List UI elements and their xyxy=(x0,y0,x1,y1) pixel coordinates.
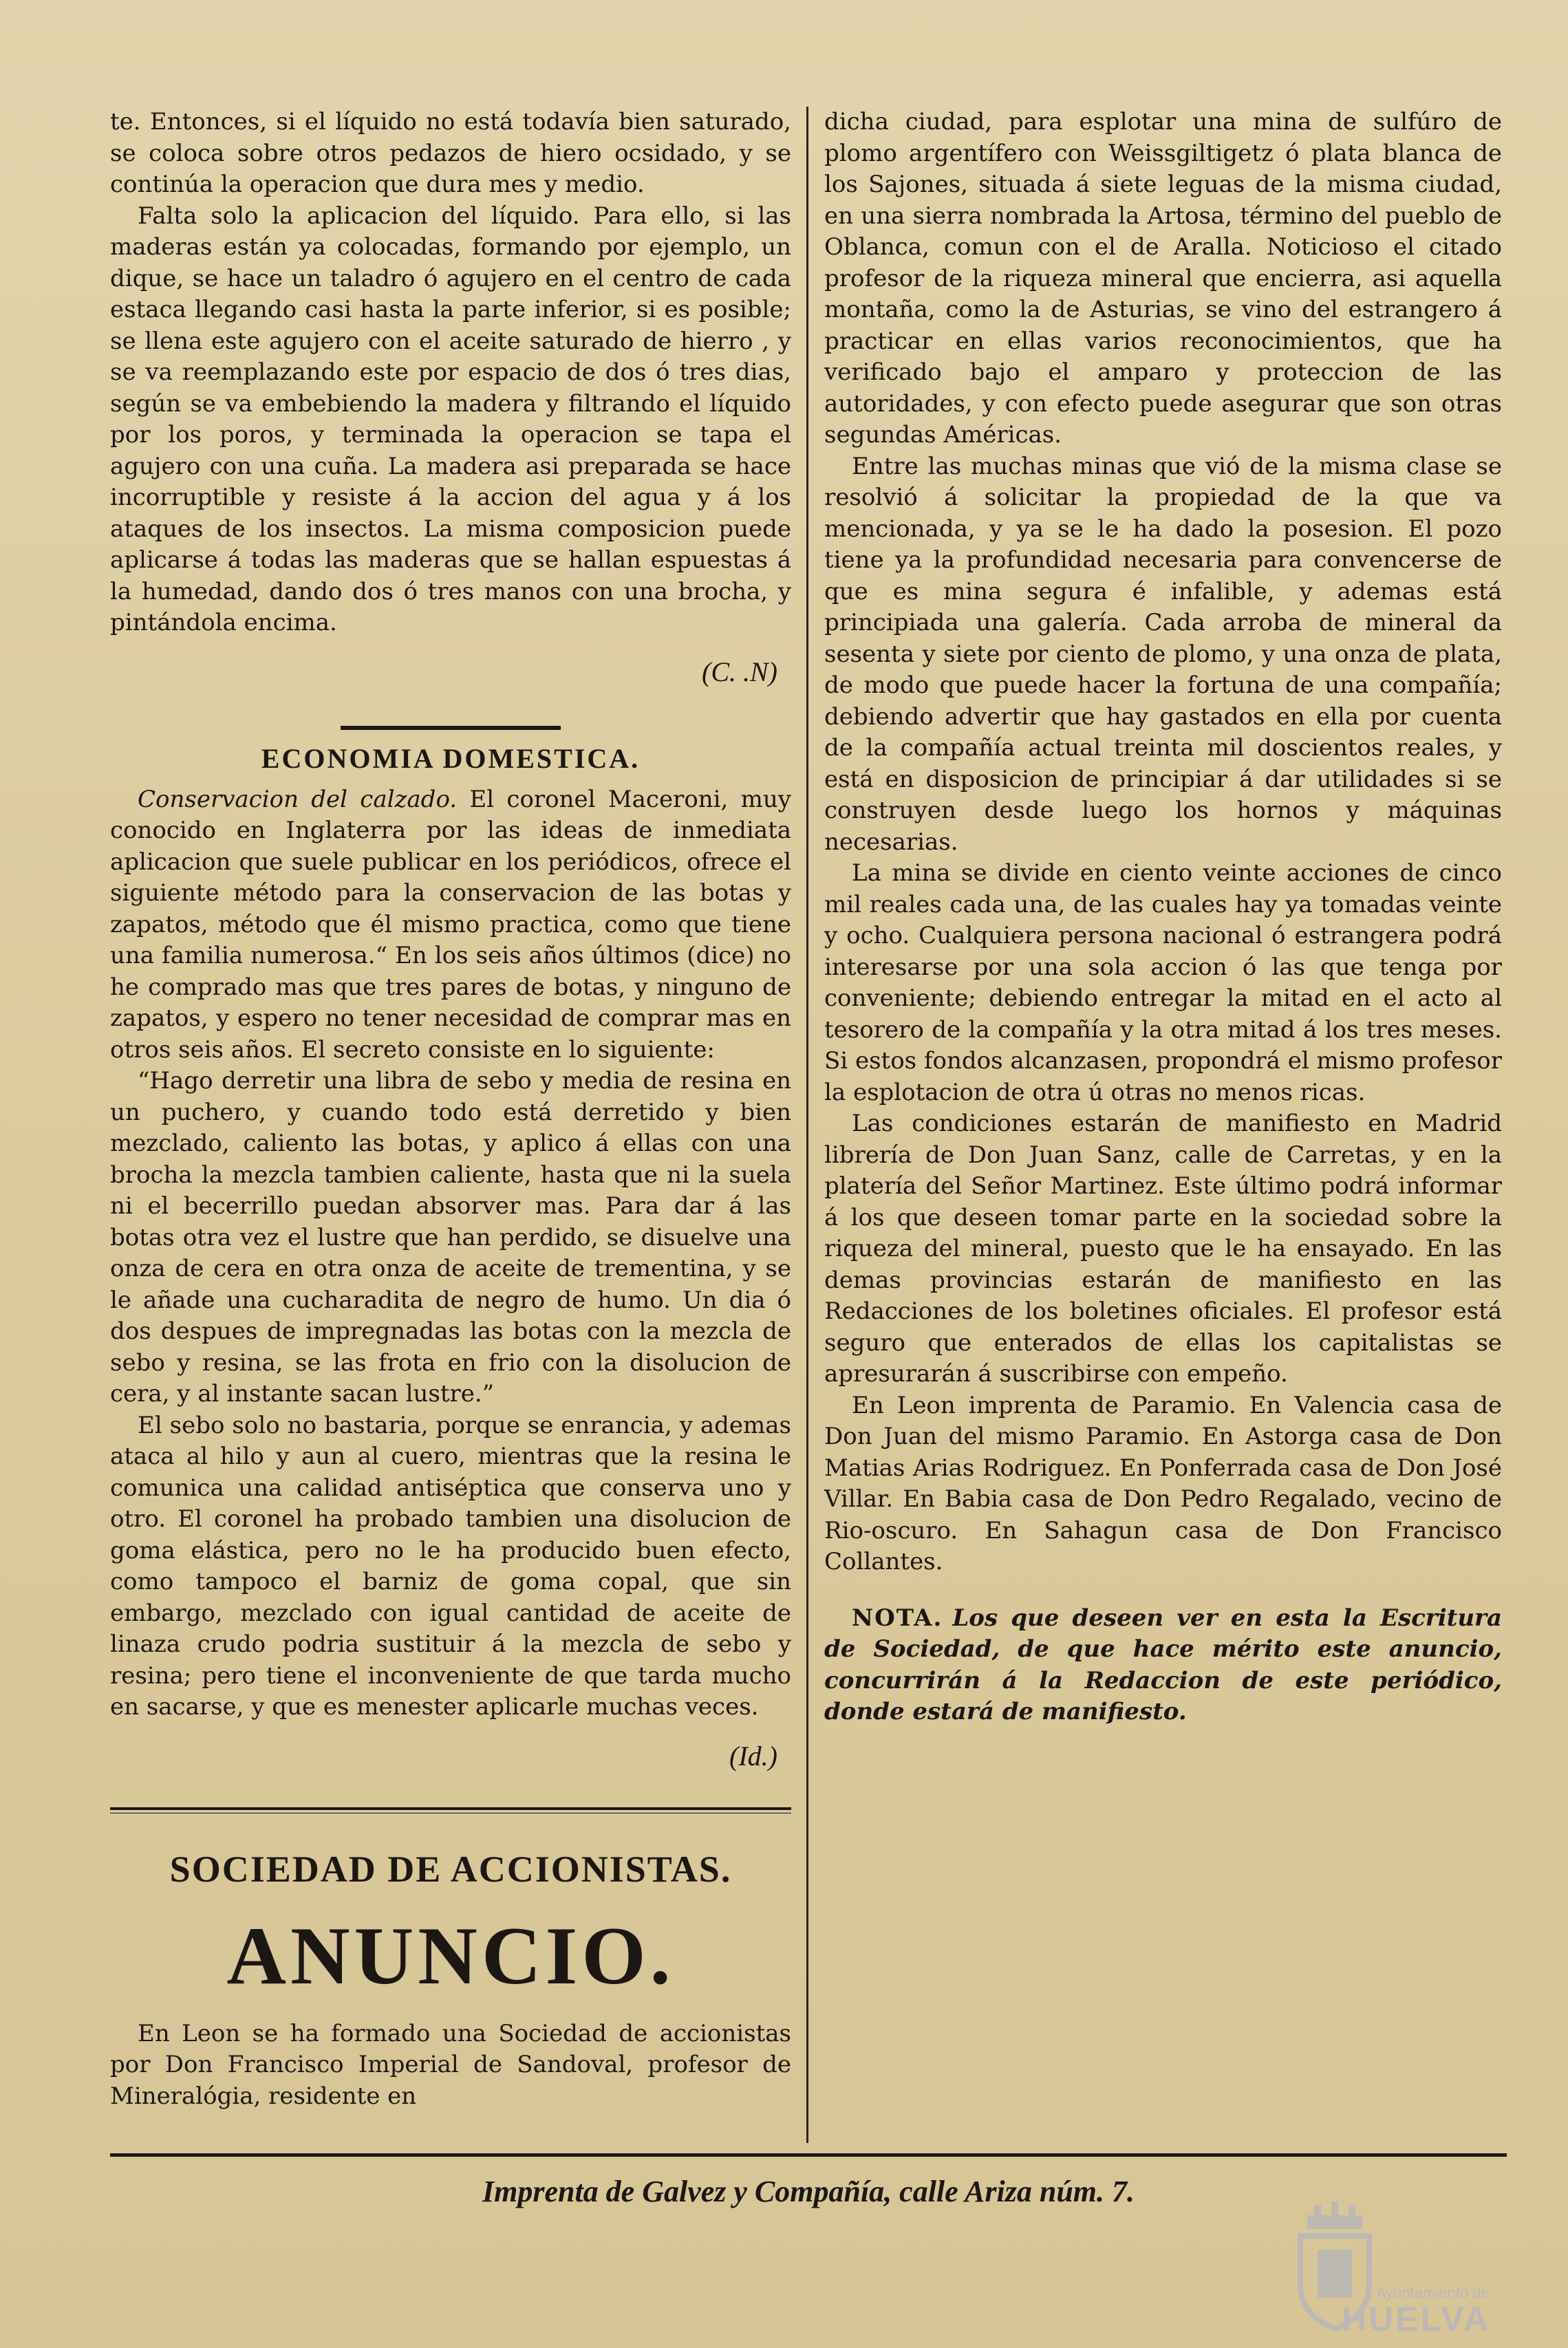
watermark-big-text: HUELVA xyxy=(1342,2300,1491,2338)
article-lead: Conservacion del calzado. xyxy=(138,785,458,813)
right-paragraph-3: La mina se divide en ciento veinte acciones de cinco mil reales cada una, de las cuales hay ya tomadas veinte y ocho. Cualquiera persona nacional ó estrangera podrá interesarse por una sola accion ó las que tenga por conveniente; debiendo entregar la mitad en el acto al tesorero de la compañía y la otra mitad á los tres meses. Si estos fondos alcanzasen, propondrá el mismo profesor la esplotacion de otra ú otras no menos ricas. xyxy=(824,859,1502,1106)
footer-rule xyxy=(110,2153,1507,2157)
archive-watermark xyxy=(1273,2201,1500,2339)
right-column xyxy=(824,107,1502,1728)
signature-id: (Id.) xyxy=(729,1740,777,1771)
section-title-economia: ECONOMIA DOMESTICA. xyxy=(261,742,641,774)
nota-label: NOTA. xyxy=(852,1604,943,1632)
left-paragraph-2: Falta solo la aplicacion del líquido. Para ello, si las maderas están ya colocadas, formando por ejemplo, un dique, se hace un taladro ó agujero en el centro de cada estaca llegando casi hasta la parte inferior, si es posible; se llena este agujero con el aceite saturado de hierro , y se va reemplazando este por espacio de dos ó tres dias, según se va embebiendo la madera y filtrando el líquido por los poros, y terminada la operacion se tapa el agujero con una cuña. La madera asi preparada se hace incorruptible y resiste á la accion del agua y á los ataques de los insectos. La misma composicion puede aplicarse á todas las maderas que se hallan espuestas á la humedad, dando dos ó tres manos con una brocha, y pintándola encima. xyxy=(110,202,791,636)
right-paragraph-5: En Leon imprenta de Paramio. En Valencia casa de Don Juan del mismo Paramio. En Astorga casa de Don Matias Arias Rodriguez. En Ponferrada casa de Don José Villar. En Babia casa de Don Pedro Regalado, vecino de Rio-oscuro. En Sahagun casa de Don Francisco Collantes. xyxy=(824,1391,1502,1575)
right-paragraph-4: Las condiciones estarán de manifiesto en Madrid librería de Don Juan Sanz, calle de Carretas, y en la platería del Señor Martinez. Este último podrá informar á los que deseen tomar parte en la sociedad sobre la riqueza del mineral, puesto que le ha ensayado. En las demas provincias estarán de manifiesto en las Redacciones de los boletines oficiales. El profesor está seguro que enterados de ellas los capitalistas se apresurarán á suscribirse con empeño. xyxy=(824,1110,1502,1388)
left-paragraph-1: te. Entonces, si el líquido no está todavía bien saturado, se coloca sobre otros pedazos de hiero ocsidado, y se continúa la operacion que dura mes y medio. xyxy=(110,108,791,198)
footer-imprint: Imprenta de Galvez y Compañía, calle Ariza núm. 7. xyxy=(482,2175,1135,2208)
left-quote: “Hago derretir una libra de sebo y media de resina en un puchero, y cuando todo está derretido y bien mezclado, caliento las botas, y aplico á ellas con una brocha la mezcla tambien caliente, hasta que ni la suela ni el becerrillo puedan absorver mas. Para dar á las botas otra vez el lustre que han perdido, se disuelve una onza de cera en otra onza de aceite de trementina, y se le añade una cucharadita de negro de humo. Un dia ó dos despues de impregnadas las botas con la mezcla de sebo y resina, se las frota en frio con la disolucion de cera, y al instante sacan lustre.” xyxy=(110,1067,791,1408)
left-paragraph-5: En Leon se ha formado una Sociedad de accionistas por Don Francisco Imperial de Sandoval, profesor de Mineralógia, residente en xyxy=(110,2019,791,2110)
right-paragraph-1: dicha ciudad, para esplotar una mina de sulfúro de plomo argentífero con Weissgiltigetz ó plata blanca de los Sajones, situada á siete leguas de la misma ciudad, en una sierra nombrada la Artosa, término del pueblo de Oblanca, comun con el de Aralla. Noticioso el citado profesor de la riqueza mineral que encierra, asi aquella montaña, como la de Asturias, se vino del estrangero á practicar en ellas varios reconocimientos, que ha verificado bajo el amparo y proteccion de las autoridades, y con efecto puede asegurar que son otras segundas Américas. xyxy=(824,108,1502,449)
anuncio-heading: ANUNCIO. xyxy=(226,1909,675,2001)
left-paragraph-4: El sebo solo no bastaria, porque se enrancia, y ademas ataca al hilo y aun al cuero, mientras que la resina le comunica una calidad antiséptica que conserva uno y otro. El coronel ha probado tambien una disolucion de goma elástica, pero no le ha producido buen efecto, como tampoco el barniz de goma copal, que sin embargo, mezclado con igual cantidad de aceite de linaza crudo podria sustituir á la mezcla de sebo y resina; pero tiene el inconveniente de que tarda mucho en sacarse, y que es menester aplicarle muchas veces. xyxy=(110,1411,791,1721)
nota xyxy=(824,1603,1502,1728)
watermark-small-text: Ayuntamiento de xyxy=(1376,2284,1490,2301)
signature-cn: (C. .N) xyxy=(702,656,777,687)
society-heading: SOCIEDAD DE ACCIONISTAS. xyxy=(169,1848,732,1890)
right-paragraph-2: Entre las muchas minas que vió de la misma clase se resolvió á solicitar la propiedad de la que va mencionada, y ya se le ha dado la posesion. El pozo tiene ya la profundidad necesaria para convencerse de que es mina segura é infalible, y ademas está principiada una galería. Cada arroba de mineral da sesenta y siete por ciento de plomo, y una onza de plata, de modo que puede hacer la fortuna de una compañía; debiendo advertir que hay gastados en ella por cuenta de la compañía actual treinta mil doscientos reales, y está en disposicion de principiar á dar utilidades si se construyen desde luego los hornos y máquinas necesarias. xyxy=(824,452,1502,856)
nota-text: Los que deseen ver en esta la Escritura de Sociedad, de que hace mérito este anuncio, concurrirán á la Redaccion de este periódico, donde estará de manifiesto. xyxy=(824,1604,1502,1725)
column-divider xyxy=(806,107,808,2143)
double-divider xyxy=(110,1807,791,1813)
left-paragraph-3 xyxy=(110,784,791,1066)
article-body: El coronel Maceroni, muy conocido en Inglaterra por las ideas de inmediata aplicacion que suele publicar en los periódicos, ofrece el siguiente método para la conservacion de las botas y zapatos, método que él mismo practica, como que tiene una familia numerosa.“ En los seis años últimos (dice) no he comprado mas que tres pares de botas, y ninguno de zapatos, y espero no tener necesidad de comprar mas en otros seis años. El secreto consiste en lo siguiente: xyxy=(110,785,791,1064)
left-column xyxy=(110,107,791,2112)
section-divider xyxy=(341,726,561,730)
